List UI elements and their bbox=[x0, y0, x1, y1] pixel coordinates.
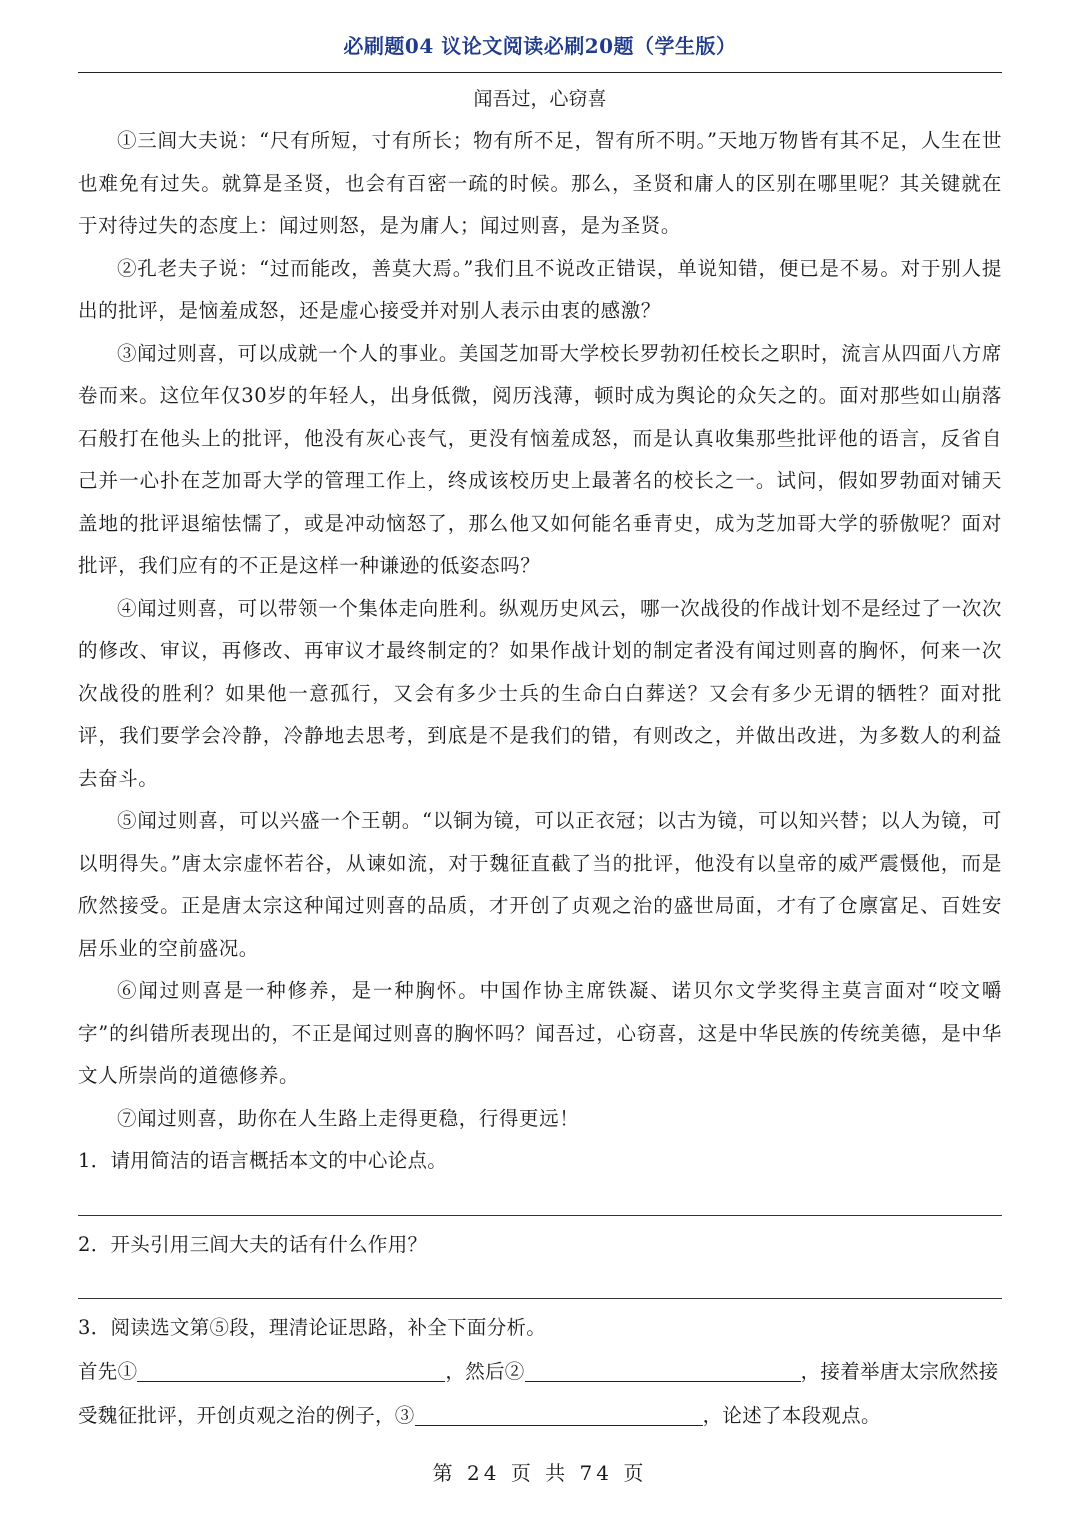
paragraph-5: ⑤闻过则喜，可以兴盛一个王朝。“以铜为镜，可以正衣冠；以古为镜，可以知兴替；以人为镜，可以明得失。”唐太宗虚怀若谷，从谏如流，对于魏征直截了当的批评，他没有以皇帝的威严震慑他，而是欣然接受。正是唐太宗这种闻过则喜的品质，才开创了贞观之治的盛世局面，才有了仓廪富足、百姓安居乐业的空前盛况。 bbox=[78, 809, 1002, 960]
page-header-title: 必刷题04 议论文阅读必刷20题（学生版） bbox=[343, 34, 737, 58]
article-title: 闻吾过，心窃喜 bbox=[473, 88, 607, 110]
fill-part-1: 首先① bbox=[78, 1359, 138, 1383]
fill-part-4: ，论述了本段观点。 bbox=[702, 1403, 881, 1427]
answer-line-1[interactable] bbox=[78, 1215, 1002, 1216]
paragraph-2: ②孔老夫子说：“过而能改，善莫大焉。”我们且不说改正错误，单说知错，便已是不易。对于别人提出的批评，是恼羞成怒，还是虚心接受并对别人表示由衷的感激？ bbox=[78, 256, 1002, 322]
header-divider bbox=[78, 72, 1002, 73]
paragraph-1: ①三闾大夫说：“尺有所短，寸有所长；物有所不足，智有所不明。”天地万物皆有其不足，人生在世也难免有过失。就算是圣贤，也会有百密一疏的时候。那么，圣贤和庸人的区别在哪里呢？其关键就在于对待过失的态度上：闻过则怒，是为庸人；闻过则喜，是为圣贤。 bbox=[78, 129, 1002, 237]
question-2: 2．开头引用三闾大夫的话有什么作用？ bbox=[78, 1232, 428, 1256]
paragraph-3: ③闻过则喜，可以成就一个人的事业。美国芝加哥大学校长罗勃初任校长之职时，流言从四面八方席卷而来。这位年仅30岁的年轻人，出身低微，阅历浅薄，顿时成为舆论的众矢之的。面对那些如山崩落石般打在他头上的批评，他没有灰心丧气，更没有恼羞成怒，而是认真收集那些批评他的语言，反省自己并一心扑在芝加哥大学的管理工作上，终成该校历史上最著名的校长之一。试问，假如罗勃面对铺天盖地的批评退缩怯懦了，或是冲动恼怒了，那么他又如何能名垂青史，成为芝加哥大学的骄傲呢？面对批评，我们应有的不正是这样一种谦逊的低姿态吗？ bbox=[78, 341, 1002, 577]
question-3-fill bbox=[78, 1350, 1002, 1438]
fill-part-2: ，然后② bbox=[445, 1359, 525, 1383]
fill-blank-3[interactable] bbox=[415, 1401, 703, 1426]
question-1: 1．请用简洁的语言概括本文的中心论点。 bbox=[78, 1149, 448, 1172]
paragraph-4: ④闻过则喜，可以带领一个集体走向胜利。纵观历史风云，哪一次战役的作战计划不是经过了一次次的修改、审议，再修改、再审议才最终制定的？如果作战计划的制定者没有闻过则喜的胸怀，何来一次次战役的胜利？如果他一意孤行，又会有多少士兵的生命白白葬送？又会有多少无谓的牺牲？面对批评，我们要学会冷静，冷静地去思考，到底是不是我们的错，有则改之，并做出改进，为多数人的利益去奋斗。 bbox=[78, 596, 1002, 790]
paragraph-7: ⑦闻过则喜，助你在人生路上走得更稳，行得更远！ bbox=[117, 1106, 580, 1130]
answer-line-2[interactable] bbox=[78, 1298, 1002, 1299]
fill-blank-1[interactable] bbox=[137, 1357, 445, 1382]
document-body bbox=[78, 84, 1002, 1438]
page-number: 第 24 页 共 74 页 bbox=[432, 1461, 648, 1485]
fill-part-3: ，接着举唐太宗欣然接受魏征批评，开创贞观之治的例子，③ bbox=[78, 1359, 999, 1427]
paragraph-6: ⑥闻过则喜是一种修养，是一种胸怀。中国作协主席铁凝、诺贝尔文学奖得主莫言面对“咬文嚼字”的纠错所表现出的，不正是闻过则喜的胸怀吗？闻吾过，心窃喜，这是中华民族的传统美德，是中华文人所崇尚的道德修养。 bbox=[78, 979, 1002, 1087]
fill-blank-2[interactable] bbox=[525, 1357, 801, 1382]
question-3: 3．阅读选文第⑤段，理清论证思路，补全下面分析。 bbox=[78, 1316, 547, 1339]
